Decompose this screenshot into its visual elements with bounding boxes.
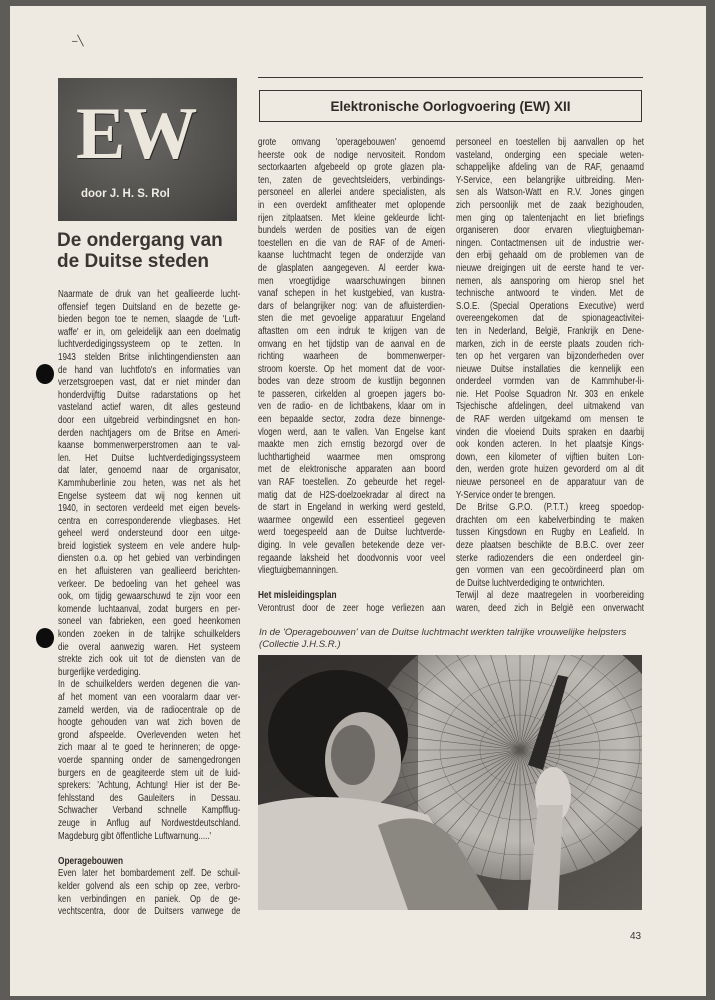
ew-logo: EW	[76, 93, 196, 175]
text-line: de glasplaten aangegeven. Al eerder kwa-	[258, 262, 446, 274]
text-line: Tsjechische afdelingen, deel uitmakend van	[456, 401, 644, 413]
text-line: breid logistiek systeem en vele andere hulp-	[58, 540, 241, 552]
text-line: Verontrust door de zeer hoge verliezen aan	[258, 602, 446, 614]
text-line: dat later, genoemd naar de organisator,	[58, 465, 241, 477]
text-line: nieuwe dreigingen uit de eerste hand te ver-	[456, 262, 644, 274]
text-line: matig dat de H2S-doelzoekradar al direct na	[258, 489, 446, 501]
text-line: komende luchtaanval, zodat burgers en per-	[58, 603, 241, 615]
text-line: de hand van luchtfoto's en informaties van	[58, 364, 241, 376]
text-line: Y-Service, een belangrijke uitbreiding. Men-	[456, 174, 644, 186]
text-line: nieuwe Duitse installaties die kennelijk een	[456, 363, 644, 375]
text-line: sten die met gevoelige apparatuur Engeland	[258, 313, 446, 325]
text-line: organiseren door ervaren vliegtuigbeman-	[456, 225, 644, 237]
text-line: ten, zaten de gevechtsleiders, verbindings-	[258, 174, 446, 186]
text-line: die overal aanwezig waren. Het systeem	[58, 641, 241, 653]
text-line: luchtverdedigingssysteem op te zetten. In	[58, 339, 241, 351]
text-line: grond afspeelde. Overlevenden weten het	[58, 729, 241, 741]
text-line: nie. Het Poolse Squadron Nr. 303 en enkele	[456, 388, 644, 400]
text-line: deze plaatsen beschikte de B.B.C. over zeer	[456, 540, 644, 551]
text-line: regaande laksheid het doodvonnis voor veel	[258, 552, 446, 564]
text-line: zameld werden, via de radiocentrale op de	[58, 704, 241, 716]
text-line: zich maar al te goed te herinneren; de opge-	[58, 742, 241, 754]
text-line: nemen, als aansporing om hierop snel het	[456, 275, 644, 287]
text-line: S.O.E. (Special Operations Executive) werd	[456, 300, 644, 312]
text-line: een bepaalde sector, zodra deze binnenge-	[258, 414, 446, 426]
title-line: De ondergang van	[57, 230, 223, 251]
text-line: soneel van fabrieken, een goed heenkomen	[58, 616, 241, 628]
text-line: waffe' er in, om geleidelijk aan een doelmatig	[58, 326, 241, 338]
text-line: door een uitgebreid verbindingsnet en hon-	[58, 414, 241, 426]
text-line: technische antwoord te vinden. Met de	[456, 288, 644, 300]
text-line: sectorkaarten afgebeeld op grote glazen pla-	[258, 162, 446, 174]
text-line: ten op het vergaren van bijzonderheden over	[456, 351, 644, 363]
text-line: ook konden acteren. In het plaatsje Kings-	[456, 439, 644, 451]
text-line: vanaf schepen in het kustgebied, van kustra-	[258, 288, 446, 300]
text-line: 1940, in sectoren verdeeld met eigen bevels-	[58, 503, 241, 515]
title-line: de Duitse steden	[57, 251, 210, 272]
text-line: centra en corresponderende vliegbases. Het	[58, 515, 241, 527]
text-line: hoogte gehouden van wat zich boven de	[58, 717, 241, 729]
scan-mark: ‒╲	[72, 36, 84, 47]
text-line: dars of belangrijker nog: van de afluisterdien-	[258, 300, 446, 312]
text-line: toestellen en die van de RAF of de Ameri-	[258, 237, 446, 249]
text-line: len. Het Duitse luchtverdedigingssysteem	[58, 452, 241, 464]
text-line: burgers en de geagiteerde stem uit de luid-	[58, 767, 241, 779]
text-line: ningen. Contactmensen uit de industrie wer-	[456, 237, 644, 249]
text-line: rijen zitplaatsen. Met kleine gekleurde licht-	[258, 212, 446, 224]
text-line: honderdvijftig Duitse radarstations op het	[58, 389, 241, 401]
text-line: verzetsgroepen vast, dat er niet minder dan	[58, 377, 241, 389]
text-line: onderdeel vormden van de Kammhuber-li-	[456, 376, 644, 388]
text-line: Terwijl al deze maatregelen in voorbereiding	[456, 590, 644, 602]
text-line: Magdeburg gibt öffentliche Luftwarnung.....'	[58, 830, 212, 842]
text-line: vliegtuigbemanningen.	[258, 565, 339, 577]
text-line: bieden begon toe te nemen, slaagde de 'Luft-	[58, 314, 241, 326]
section-heading: Het misleidingsplan	[258, 590, 337, 602]
text-line: vasteland actief waren, dit alles gesteund	[58, 402, 241, 414]
text-line: den erbij gehaald om de problemen van de	[456, 250, 644, 262]
text-line: ken verbindingen en paniek. Op de ge-	[58, 893, 241, 905]
text-line: geheel werd ondersteund door een uitge-	[58, 528, 241, 540]
text-line: verkeer. De bedoeling van het geheel was	[58, 578, 241, 590]
text-line: richting waarheen de bommenwerper-	[258, 351, 446, 363]
text-line: stroom koerste. Op het moment dat de voor-	[258, 363, 446, 375]
text-line: schappelijke afdeling van de RAF, genaamd	[456, 162, 644, 174]
text-line: kaanse luchtmacht tegen de onderzijde van	[258, 250, 446, 262]
text-line: men ging op talentenjacht en liet briefings	[456, 212, 644, 224]
text-line: sen als Watson-Watt en R.V. Jones gingen	[456, 187, 644, 199]
text-line: bundels werden de posities van de eigen	[258, 225, 446, 237]
text-line: omvang en het tijdstip van de aanval en de	[258, 338, 446, 350]
text-line: af het moment van een vooralarm daar ver-	[58, 692, 241, 703]
text-line: fehlsstand des Gauleiters in Dessau.	[58, 792, 241, 804]
text-line: drachten om een kabelverbinding te maken	[456, 514, 644, 526]
article-title	[57, 230, 247, 272]
text-line: luchthartigheid waarmee men omsprong	[258, 451, 446, 463]
photo-caption	[259, 627, 643, 650]
column-right	[456, 137, 644, 616]
text-line: vinden die vloeiend Duits spraken en daarbij	[456, 426, 644, 438]
text-line: waren, deed zich in België een onverwacht	[456, 602, 644, 614]
text-line: in een overdekt amfitheater met oplopende	[258, 199, 446, 211]
text-line: de RAF werden uitgekamd om mensen te	[456, 414, 644, 426]
text-line: werd toegespeeld aan de Duitse luchtverde-	[258, 527, 446, 539]
text-line: tussen Kingsdown en Rugby en Leafield. In	[456, 527, 644, 539]
text-line: ook, om tijdig gewaarschuwd te zijn voor een	[58, 591, 241, 603]
text-line: vechtscentra, door de Duitsers vanwege de	[58, 906, 241, 918]
text-line: Even later het bombardement zelf. De schuil-	[58, 868, 241, 880]
text-line: waarmee ongewild een essentieel gegeven	[258, 514, 446, 526]
photo-operagebouw	[258, 655, 642, 910]
text-line: zeuge in Anflug auf Nordwestdeutschland.	[58, 817, 241, 829]
text-line: sterke radiozenders die een onderdeel gin-	[456, 552, 644, 564]
text-line: personeel en allerlei andere specialisten, als	[258, 187, 446, 199]
text-line: strekte zich ook uit tot de diensten van de	[58, 654, 241, 666]
column-middle	[258, 137, 445, 616]
text-line: diging. In vele gevallen betekende deze ver-	[258, 540, 446, 551]
text-line: Kammhuberlinie zou heten, was net als het	[58, 477, 241, 489]
text-line: den, werden grote huizen gevorderd om al dit	[456, 464, 644, 476]
header-rule	[258, 77, 643, 78]
text-line: Schwacher Verband schnelle Kampfflug-	[58, 805, 241, 817]
text-line: Y-Service onder te brengen.	[456, 489, 556, 501]
series-title-box	[259, 90, 642, 122]
text-line: ven de radio- en de lichtbakens, klaar om in	[258, 401, 446, 413]
text-line: Naarmate de druk van het geallieerde lucht-	[58, 289, 241, 300]
text-line: van RAF toestellen. Zo gebeurde het regel-	[258, 477, 446, 489]
text-line: offensief tegen Duitsland en de bezette ge-	[58, 301, 241, 313]
text-line: burgerlijke verdediging.	[58, 666, 141, 678]
text-line: maakte men zich ernstig bezorgd over de	[258, 439, 446, 451]
caption-line: (Collectie J.H.S.R.)	[259, 638, 341, 650]
text-line: Engelse systeem dat wij nog kennen uit	[58, 490, 241, 502]
page-number: 43	[630, 931, 642, 942]
text-line: In de schuilkelders werden degenen die van-	[58, 679, 241, 691]
text-line: kelder golvend als een schip op zee, verbro-	[58, 880, 241, 892]
text-line: en het afluisteren van geallieerd berichten-	[58, 566, 241, 578]
binder-hole	[36, 628, 54, 648]
text-line: voerde spanning onder de samengedrongen	[58, 754, 241, 766]
column-left	[58, 289, 240, 919]
text-line: konden zoeken in de talrijke schuilkelders	[58, 629, 241, 641]
text-line: marken, zich in de eerste plaats zouden rich-	[456, 338, 644, 350]
text-line: 1943 stelden Britse inlichtingendiensten aan	[58, 351, 241, 363]
text-line: personeel en toestellen bij aanvallen op het	[456, 137, 644, 148]
text-line: aftastten om een indruk te krijgen van de	[258, 325, 446, 337]
text-line: ten in Nederland, België, Frankrijk en Dene-	[456, 325, 644, 337]
author-byline: door J. H. S. Rol	[81, 188, 170, 200]
text-line: men vroegtijdige waarschuwingen binnen	[258, 275, 446, 287]
text-line: te passeren, cirkelden al groepen jagers bo-	[258, 388, 446, 400]
text-line: vasteland, onderging een speciale weten-	[456, 149, 644, 161]
ew-logo-box	[58, 78, 237, 221]
series-title: Elektronische Oorlogvoering (EW) XII	[330, 98, 571, 114]
text-line: sprekers: 'Achtung, Achtung! Hier ist der Be-	[58, 780, 241, 792]
text-line: bodes van deze stroom de kustlijn begonnen	[258, 376, 446, 388]
text-line: down, een kilometer of vijftien buiten Lon-	[456, 451, 644, 463]
text-line: heerste ook de nodige nervositeit. Rondom	[258, 149, 446, 161]
text-line: de Duitse luchtverdediging te ontwrichten.	[456, 577, 605, 589]
text-line: de start in Engeland in werking werd gesteld,	[258, 502, 446, 514]
text-line: met de elektronische apparaten aan boord	[258, 464, 446, 476]
text-line: overeengekomen dat de spionageactivitei-	[456, 313, 644, 325]
text-line: nieuwe personeel en de apparatuur van de	[456, 477, 644, 489]
text-line: derden nachtjagers om de Britse en Ameri-	[58, 427, 241, 439]
text-line: diensten o.a. op het gebied van verbindingen	[58, 553, 241, 565]
section-heading: Operagebouwen	[58, 855, 124, 867]
text-line: De Britse G.P.O. (P.T.T.) kreeg spoedop-	[456, 502, 644, 514]
text-line: kaanse bommenwerperstromen aan te val-	[58, 440, 241, 452]
text-line: grote omvang 'operagebouwen' genoemd	[258, 137, 446, 148]
binder-hole	[36, 364, 54, 384]
caption-line: In de 'Operagebouwen' van de Duitse luchtmacht werkten talrijke vrouwelijke helpsters	[259, 627, 627, 638]
text-line: vlogen werd, aan te vallen. Van Engelse kant	[258, 426, 446, 438]
text-line: zich persoonlijk met de zaak bezighouden,	[456, 199, 644, 211]
text-line: gen vormen van een gecoördineerd plan om	[456, 565, 644, 577]
